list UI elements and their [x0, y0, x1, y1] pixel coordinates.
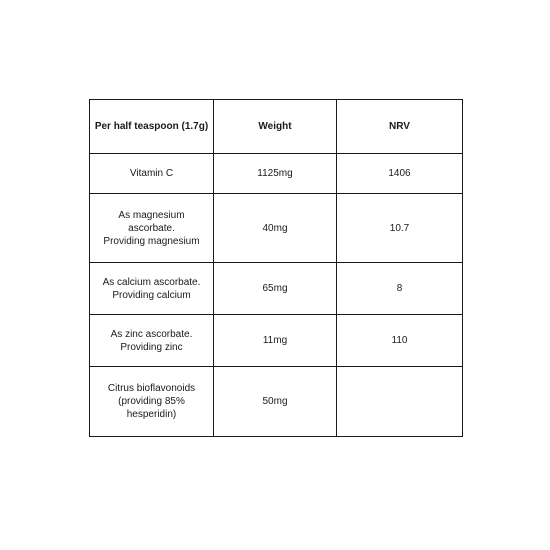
- nutrient-weight: 11mg: [214, 315, 337, 367]
- header-weight: Weight: [214, 100, 337, 154]
- header-serving: Per half teaspoon (1.7g): [90, 100, 214, 154]
- nutrient-name: As zinc ascorbate. Providing zinc: [90, 315, 214, 367]
- nutrient-name: As magnesium ascorbate. Providing magnesium: [90, 194, 214, 263]
- nutrient-name: Vitamin C: [90, 154, 214, 194]
- table-row: [90, 194, 463, 263]
- nutrition-table-container: [89, 99, 462, 436]
- nutrient-nrv: 1406: [337, 154, 463, 194]
- table-row: [90, 367, 463, 437]
- table-row: [90, 263, 463, 315]
- nutrient-name: As calcium ascorbate. Providing calcium: [90, 263, 214, 315]
- nutrient-nrv: 8: [337, 263, 463, 315]
- nutrient-weight: 1125mg: [214, 154, 337, 194]
- nutrient-weight: 50mg: [214, 367, 337, 437]
- nutrient-weight: 40mg: [214, 194, 337, 263]
- nutrient-nrv: 110: [337, 315, 463, 367]
- table-row: [90, 154, 463, 194]
- header-nrv: NRV: [337, 100, 463, 154]
- nutrient-nrv: 10.7: [337, 194, 463, 263]
- nutrient-weight: 65mg: [214, 263, 337, 315]
- table-row: [90, 315, 463, 367]
- nutrition-table: [89, 99, 463, 437]
- nutrient-nrv: [337, 367, 463, 437]
- table-header-row: [90, 100, 463, 154]
- nutrient-name: Citrus bioflavonoids (providing 85% hesperidin): [90, 367, 214, 437]
